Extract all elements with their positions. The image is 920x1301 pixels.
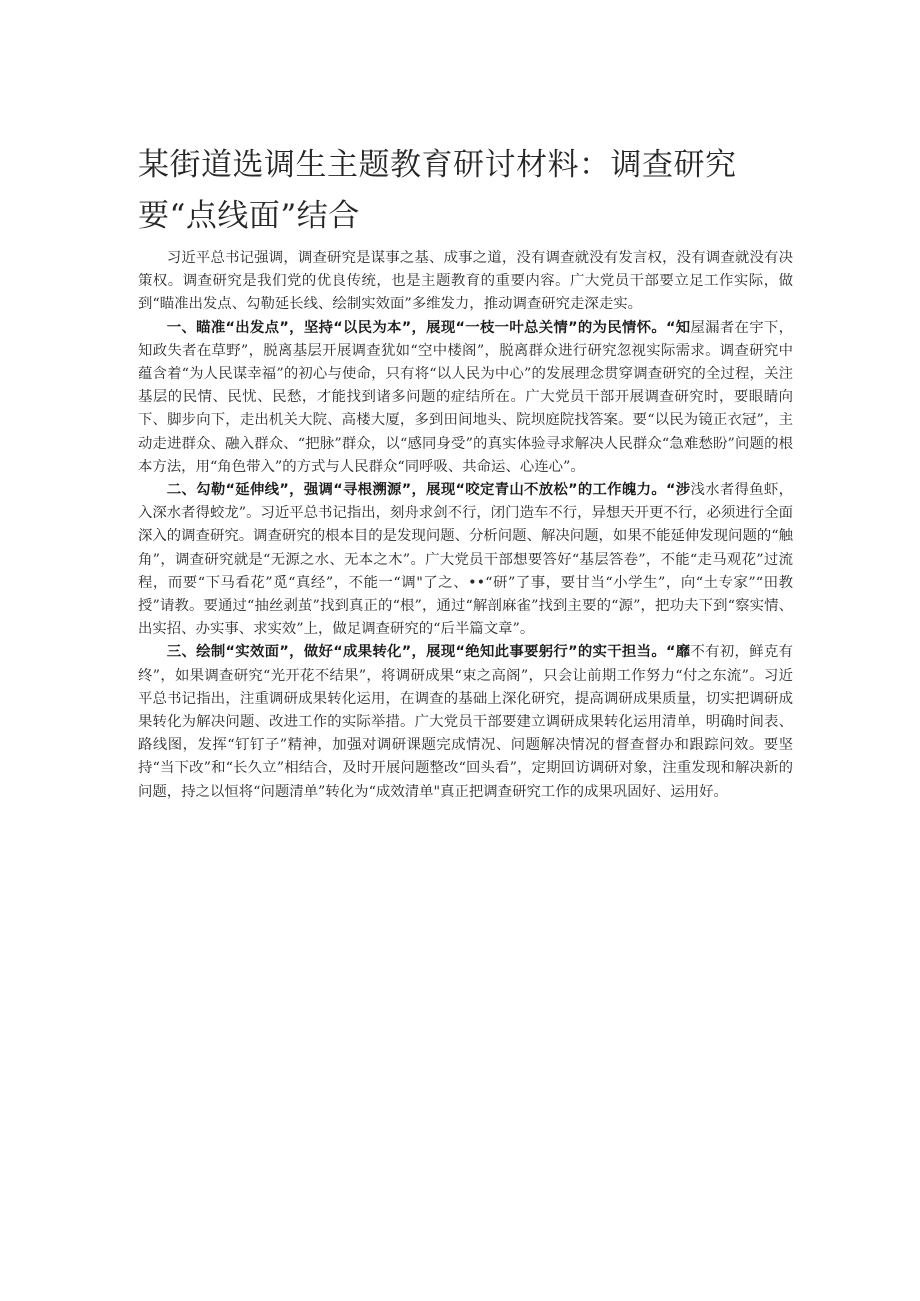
section-heading-2: 二、勾勒“延伸线”，强调“寻根溯源”，展现“咬定青山不放松”的工作魄力。“涉 <box>166 482 691 499</box>
document-body <box>138 247 793 804</box>
section-paragraph-2 <box>138 479 793 641</box>
section-heading-3: 三、绘制“实效面”，做好“成果转化”，展现“绝知此事要躬行”的实干担当。“靡 <box>166 644 691 661</box>
section-text-3: 不有初，鲜克有终”，如果调查研究“光开花不结果”，将调研成果“束之高阁”，只会让前期工作努力“付之东流”。习近平总书记指出，注重调研成果转化运用，在调查的基础上深化研究，提高调研成果质量，切实把调研成果转化为解决问题、改进工作的实际举措。广大党员干部要建立调研成果转化运用清单，明确时间表、路线图，发挥“钉钉子”精神，加强对调研课题完成情况、问题解决情况的督查督办和跟踪问效。要坚持“当下改”和“长久立”相结合，及时开展问题整改“回头看”，定期回访调研对象，注重发现和解决新的问题，持之以恒将“问题清单”转化为“成效清单"真正把调查研究工作的成果巩固好、运用好。 <box>138 644 793 800</box>
section-text-2: 浅水者得鱼虾，入深水者得蛟龙”。习近平总书记指出，刻舟求剑不行，闭门造车不行，异想天开更不行，必须进行全面深入的调查研究。调查研究的根本目的是发现问题、分析问题、解决问题，如果不能延伸发现问题的“触角”，调查研究就是“无源之水、无本之木”。广大党员干部想要答好“基层答卷”，不能“走马观花”过流程，而要“下马看花”觅“真经”，不能一“调"了之、••“研”了事，要甘当“小学生”，向“土专家”“田教授”请教。要通过“抽丝剥茧”找到真正的“根”，通过“解剖麻雀”找到主要的“源”，把功夫下到“察实情、出实招、办实事、求实效”上，做足调查研究的“后半篇文章”。 <box>138 482 793 638</box>
section-heading-1: 一、瞄准“出发点”，坚持“以民为本”，展现“一枝一叶总关情”的为民情怀。“知 <box>166 319 691 336</box>
section-text-1: 屋漏者在宇下，知政失者在草野”，脱离基层开展调查犹如“空中楼阁”，脱离群众进行研究忽视实际需求。调查研究中蕴含着“为人民谋幸福”的初心与使命，只有将“以人民为中心”的发展理念贯穿调查研究的全过程，关注基层的民情、民忧、民愁，才能找到诸多问题的症结所在。广大党员干部开展调查研究时，要眼睛向下、脚步向下，走出机关大院、高楼大厦，多到田间地头、院坝庭院找答案。要“以民为镜正衣冠”，主动走进群众、融入群众、“把脉”群众，以“感同身受”的真实体验寻求解决人民群众“急难愁盼”问题的根本方法，用“角色带入”的方式与人民群众“同呼吸、共命运、心连心”。 <box>138 319 793 475</box>
section-paragraph-1 <box>138 317 793 479</box>
intro-paragraph: 习近平总书记强调，调查研究是谋事之基、成事之道，没有调查就没有发言权，没有调查就没有决策权。调查研究是我们党的优良传统，也是主题教育的重要内容。广大党员干部要立足工作实际，做到“瞄准出发点、勾勒延长线、绘制实效面”多维发力，推动调查研究走深走实。 <box>138 250 793 313</box>
section-paragraph-3 <box>138 641 793 803</box>
document-title: 某街道选调生主题教育研讨材料：调查研究要“点线面”结合 <box>138 147 737 234</box>
